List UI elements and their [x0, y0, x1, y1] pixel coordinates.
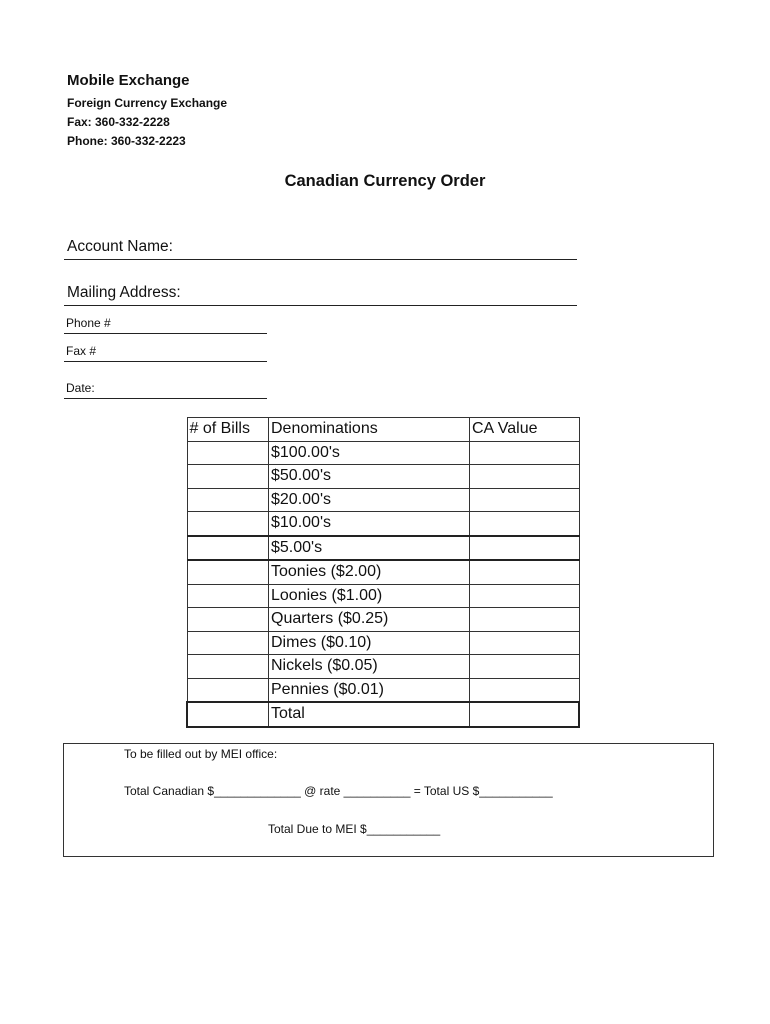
- denomination-cell: $50.00's: [269, 465, 470, 489]
- num-bills-cell[interactable]: [187, 536, 269, 561]
- table-total-row: [187, 702, 579, 727]
- office-use-box: [63, 743, 714, 857]
- denomination-cell: Dimes ($0.10): [269, 631, 470, 655]
- company-name: Mobile Exchange: [67, 72, 190, 89]
- ca-value-cell[interactable]: [470, 608, 580, 632]
- ca-value-cell[interactable]: [470, 655, 580, 679]
- table-row: [187, 512, 579, 536]
- denomination-cell: Quarters ($0.25): [269, 608, 470, 632]
- total-num-bills-cell[interactable]: [187, 702, 269, 727]
- page-title: Canadian Currency Order: [284, 172, 486, 190]
- header-denominations: Denominations: [269, 418, 470, 442]
- office-due-line[interactable]: Total Due to MEI $___________: [268, 822, 441, 836]
- table-row: [187, 560, 579, 584]
- fax-field[interactable]: [64, 344, 267, 362]
- table-row: [187, 608, 579, 632]
- ca-value-cell[interactable]: [470, 678, 580, 702]
- ca-value-cell[interactable]: [470, 536, 580, 561]
- header-ca-value: CA Value: [470, 418, 580, 442]
- num-bills-cell[interactable]: [187, 655, 269, 679]
- denomination-cell: $20.00's: [269, 488, 470, 512]
- num-bills-cell[interactable]: [187, 465, 269, 489]
- num-bills-cell[interactable]: [187, 678, 269, 702]
- total-label-cell: Total: [269, 702, 470, 727]
- denomination-cell: Toonies ($2.00): [269, 560, 470, 584]
- phone-label: Phone #: [66, 316, 111, 330]
- table-header-row: [187, 418, 579, 442]
- mailing-address-field[interactable]: [64, 284, 577, 306]
- table-row: [187, 488, 579, 512]
- ca-value-cell[interactable]: [470, 512, 580, 536]
- company-subtitle: Foreign Currency Exchange: [67, 96, 228, 110]
- currency-order-table: [186, 417, 580, 728]
- table-row: [187, 584, 579, 608]
- num-bills-cell[interactable]: [187, 441, 269, 465]
- table-row: [187, 465, 579, 489]
- denomination-cell: Pennies ($0.01): [269, 678, 470, 702]
- table-row: [187, 441, 579, 465]
- header-num-bills: # of Bills: [187, 418, 269, 442]
- mailing-address-label: Mailing Address:: [67, 284, 181, 301]
- num-bills-cell[interactable]: [187, 488, 269, 512]
- date-field[interactable]: [64, 381, 267, 399]
- table-row: [187, 536, 579, 561]
- office-heading: To be filled out by MEI office:: [124, 747, 278, 761]
- ca-value-cell[interactable]: [470, 560, 580, 584]
- account-name-label: Account Name:: [67, 238, 173, 255]
- table-row: [187, 678, 579, 702]
- denomination-cell: $10.00's: [269, 512, 470, 536]
- date-label: Date:: [66, 381, 95, 395]
- company-fax: Fax: 360-332-2228: [67, 115, 170, 129]
- fax-label: Fax #: [66, 344, 97, 358]
- denomination-cell: Loonies ($1.00): [269, 584, 470, 608]
- denomination-cell: Nickels ($0.05): [269, 655, 470, 679]
- table-row: [187, 631, 579, 655]
- ca-value-cell[interactable]: [470, 631, 580, 655]
- denomination-cell: $100.00's: [269, 441, 470, 465]
- num-bills-cell[interactable]: [187, 512, 269, 536]
- table-row: [187, 655, 579, 679]
- account-name-field[interactable]: [64, 238, 577, 260]
- num-bills-cell[interactable]: [187, 631, 269, 655]
- phone-field[interactable]: [64, 316, 267, 334]
- ca-value-cell[interactable]: [470, 441, 580, 465]
- num-bills-cell[interactable]: [187, 608, 269, 632]
- total-ca-value-cell[interactable]: [470, 702, 580, 727]
- ca-value-cell[interactable]: [470, 488, 580, 512]
- ca-value-cell[interactable]: [470, 465, 580, 489]
- num-bills-cell[interactable]: [187, 584, 269, 608]
- ca-value-cell[interactable]: [470, 584, 580, 608]
- office-totals-line[interactable]: Total Canadian $_____________ @ rate __________ = Total US $___________: [124, 784, 553, 798]
- company-phone: Phone: 360-332-2223: [67, 134, 186, 148]
- num-bills-cell[interactable]: [187, 560, 269, 584]
- denomination-cell: $5.00's: [269, 536, 470, 561]
